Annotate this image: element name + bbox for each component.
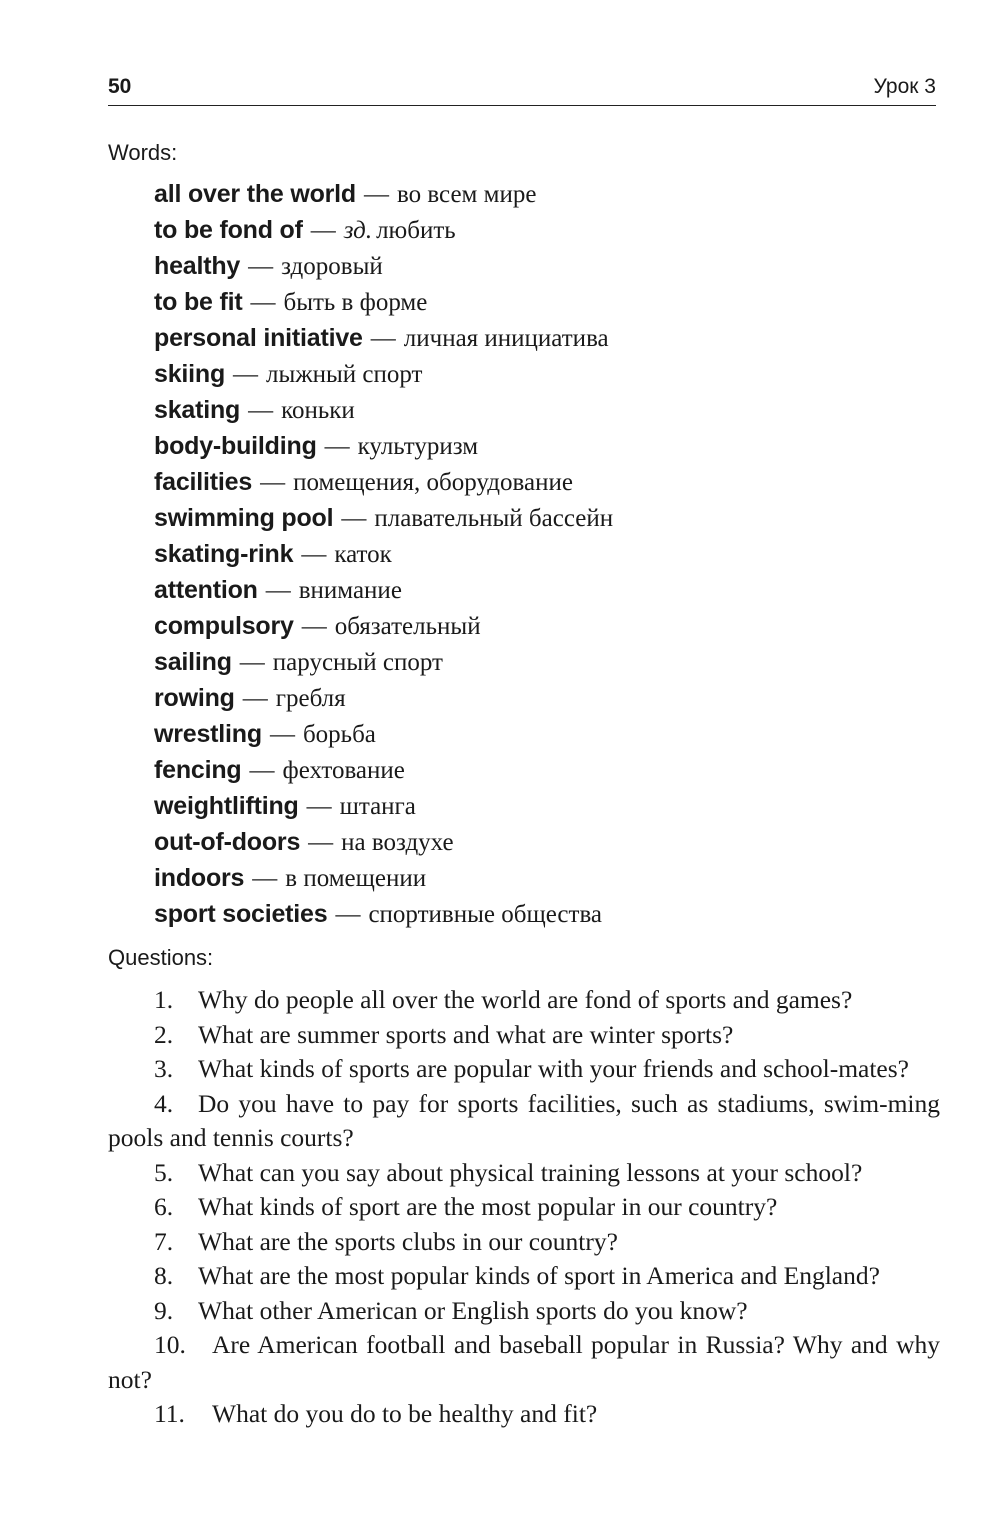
question-number: 10. — [154, 1330, 186, 1359]
em-dash: — — [310, 217, 336, 244]
vocab-term: all over the world — [154, 180, 357, 208]
em-dash: — — [364, 181, 390, 208]
vocab-item — [154, 536, 954, 572]
vocab-term: weightlifting — [154, 792, 299, 820]
words-heading: Words: — [108, 140, 178, 165]
question-text: Why do people all over the world are fond of sports and games? — [198, 985, 853, 1014]
vocab-term: skating-rink — [154, 540, 294, 568]
vocab-translation: быть в форме — [283, 289, 428, 316]
question-item — [108, 1018, 940, 1053]
vocab-term: rowing — [154, 684, 235, 712]
vocab-abbreviation: зд. — [343, 217, 373, 244]
question-text: What do you do to be healthy and fit? — [212, 1399, 598, 1428]
question-item — [108, 983, 940, 1018]
question-number: 6. — [154, 1192, 174, 1221]
vocab-term: fencing — [154, 756, 242, 784]
vocab-translation: в помещении — [285, 865, 427, 892]
em-dash: — — [269, 721, 295, 748]
question-number: 4. — [154, 1088, 174, 1118]
vocab-translation: спортивные общества — [368, 901, 603, 928]
header-rule — [108, 105, 936, 106]
question-text: What kinds of sport are the most popular in our country? — [198, 1192, 778, 1221]
vocab-item — [154, 392, 954, 428]
question-text: What are summer sports and what are winter sports? — [198, 1019, 734, 1049]
vocab-item — [154, 320, 954, 356]
vocab-term: attention — [154, 576, 258, 604]
em-dash: — — [233, 361, 259, 388]
vocab-translation: борьба — [302, 721, 376, 748]
question-number: 8. — [154, 1261, 174, 1290]
vocab-item — [154, 212, 954, 248]
em-dash: — — [250, 289, 276, 316]
question-number: 7. — [154, 1226, 174, 1256]
vocab-term: out-of-doors — [154, 828, 301, 856]
vocab-item — [154, 176, 954, 212]
vocab-translation: любить — [376, 217, 456, 244]
vocab-translation: на воздухе — [341, 829, 454, 856]
vocab-item — [154, 428, 954, 464]
em-dash: — — [242, 685, 268, 712]
vocab-term: compulsory — [154, 612, 294, 640]
em-dash: — — [335, 901, 361, 928]
em-dash: — — [301, 613, 327, 640]
question-text: What can you say about physical training lessons at your school? — [198, 1157, 863, 1187]
vocab-item — [154, 860, 954, 896]
vocab-item — [154, 608, 954, 644]
question-number: 9. — [154, 1295, 174, 1325]
question-item — [108, 1190, 940, 1225]
vocab-item — [154, 500, 954, 536]
vocab-item — [154, 644, 954, 680]
vocab-item — [154, 896, 954, 932]
vocab-translation: личная инициатива — [403, 325, 609, 352]
question-number: 2. — [154, 1019, 174, 1049]
vocabulary-list — [154, 176, 954, 932]
question-text: Are American football and baseball popular in Russia? Why and why not? — [108, 1330, 940, 1394]
question-text: What are the sports clubs in our country? — [198, 1226, 618, 1256]
question-list — [108, 983, 940, 1432]
em-dash: — — [308, 829, 334, 856]
vocab-term: indoors — [154, 864, 245, 892]
vocab-item — [154, 680, 954, 716]
vocab-term: personal initiative — [154, 324, 363, 352]
vocab-item — [154, 788, 954, 824]
question-number: 11. — [154, 1399, 185, 1428]
vocab-term: swimming pool — [154, 504, 334, 532]
question-item — [108, 1225, 940, 1260]
em-dash: — — [248, 253, 274, 280]
em-dash: — — [249, 757, 275, 784]
vocab-term: sport societies — [154, 900, 328, 928]
vocab-translation: штанга — [339, 793, 416, 820]
vocab-term: skating — [154, 396, 241, 424]
vocab-translation: каток — [334, 541, 392, 568]
question-item — [108, 1328, 940, 1397]
vocab-translation: гребля — [275, 685, 346, 712]
em-dash: — — [239, 649, 265, 676]
vocab-item — [154, 572, 954, 608]
vocab-translation: здоровый — [281, 253, 383, 280]
vocab-item — [154, 284, 954, 320]
em-dash: — — [306, 793, 332, 820]
question-number: 1. — [154, 985, 174, 1014]
em-dash: — — [324, 433, 350, 460]
question-text: What are the most popular kinds of sport in America and England? — [198, 1261, 880, 1290]
vocab-item — [154, 752, 954, 788]
vocab-translation: коньки — [281, 397, 355, 424]
vocab-term: sailing — [154, 648, 232, 676]
question-text: What other American or English sports do you know? — [198, 1295, 748, 1325]
vocab-item — [154, 716, 954, 752]
vocab-translation: внимание — [298, 577, 402, 604]
question-item — [108, 1156, 940, 1191]
question-number: 5. — [154, 1157, 174, 1187]
questions-heading: Questions: — [108, 945, 214, 970]
question-item — [108, 1052, 940, 1087]
question-item — [108, 1397, 940, 1432]
vocab-translation: культуризм — [357, 433, 479, 460]
vocab-item — [154, 824, 954, 860]
em-dash: — — [260, 469, 286, 496]
question-item — [108, 1259, 940, 1294]
vocab-translation: лыжный спорт — [266, 361, 423, 388]
question-text: Do you have to pay for sports facilities, such as stadiums, swim-ming pools and tennis courts? — [108, 1088, 940, 1152]
vocab-term: wrestling — [154, 720, 262, 748]
em-dash: — — [301, 541, 327, 568]
vocab-term: body-building — [154, 432, 317, 460]
vocab-translation: обязательный — [334, 613, 481, 640]
vocab-translation: парусный спорт — [272, 649, 443, 676]
running-head: Урок 3 — [873, 75, 936, 98]
vocab-translation: во всем мире — [397, 181, 537, 208]
vocab-item — [154, 464, 954, 500]
vocab-translation: плавательный бассейн — [374, 505, 614, 532]
vocab-term: to be fit — [154, 288, 243, 316]
em-dash: — — [341, 505, 367, 532]
vocab-term: to be fond of — [154, 216, 303, 244]
page-number: 50 — [108, 75, 132, 98]
em-dash: — — [370, 325, 396, 352]
vocab-translation: фехтование — [282, 757, 405, 784]
question-item — [108, 1087, 940, 1156]
vocab-term: skiing — [154, 360, 226, 388]
em-dash: — — [248, 397, 274, 424]
em-dash: — — [265, 577, 291, 604]
vocab-item — [154, 356, 954, 392]
em-dash: — — [252, 865, 278, 892]
question-text: What kinds of sports are popular with your friends and school-mates? — [198, 1054, 909, 1083]
vocab-item — [154, 248, 954, 284]
vocab-term: facilities — [154, 468, 253, 496]
question-number: 3. — [154, 1054, 174, 1083]
question-item — [108, 1294, 940, 1329]
vocab-translation: помещения, оборудование — [293, 469, 573, 496]
vocab-term: healthy — [154, 252, 241, 280]
